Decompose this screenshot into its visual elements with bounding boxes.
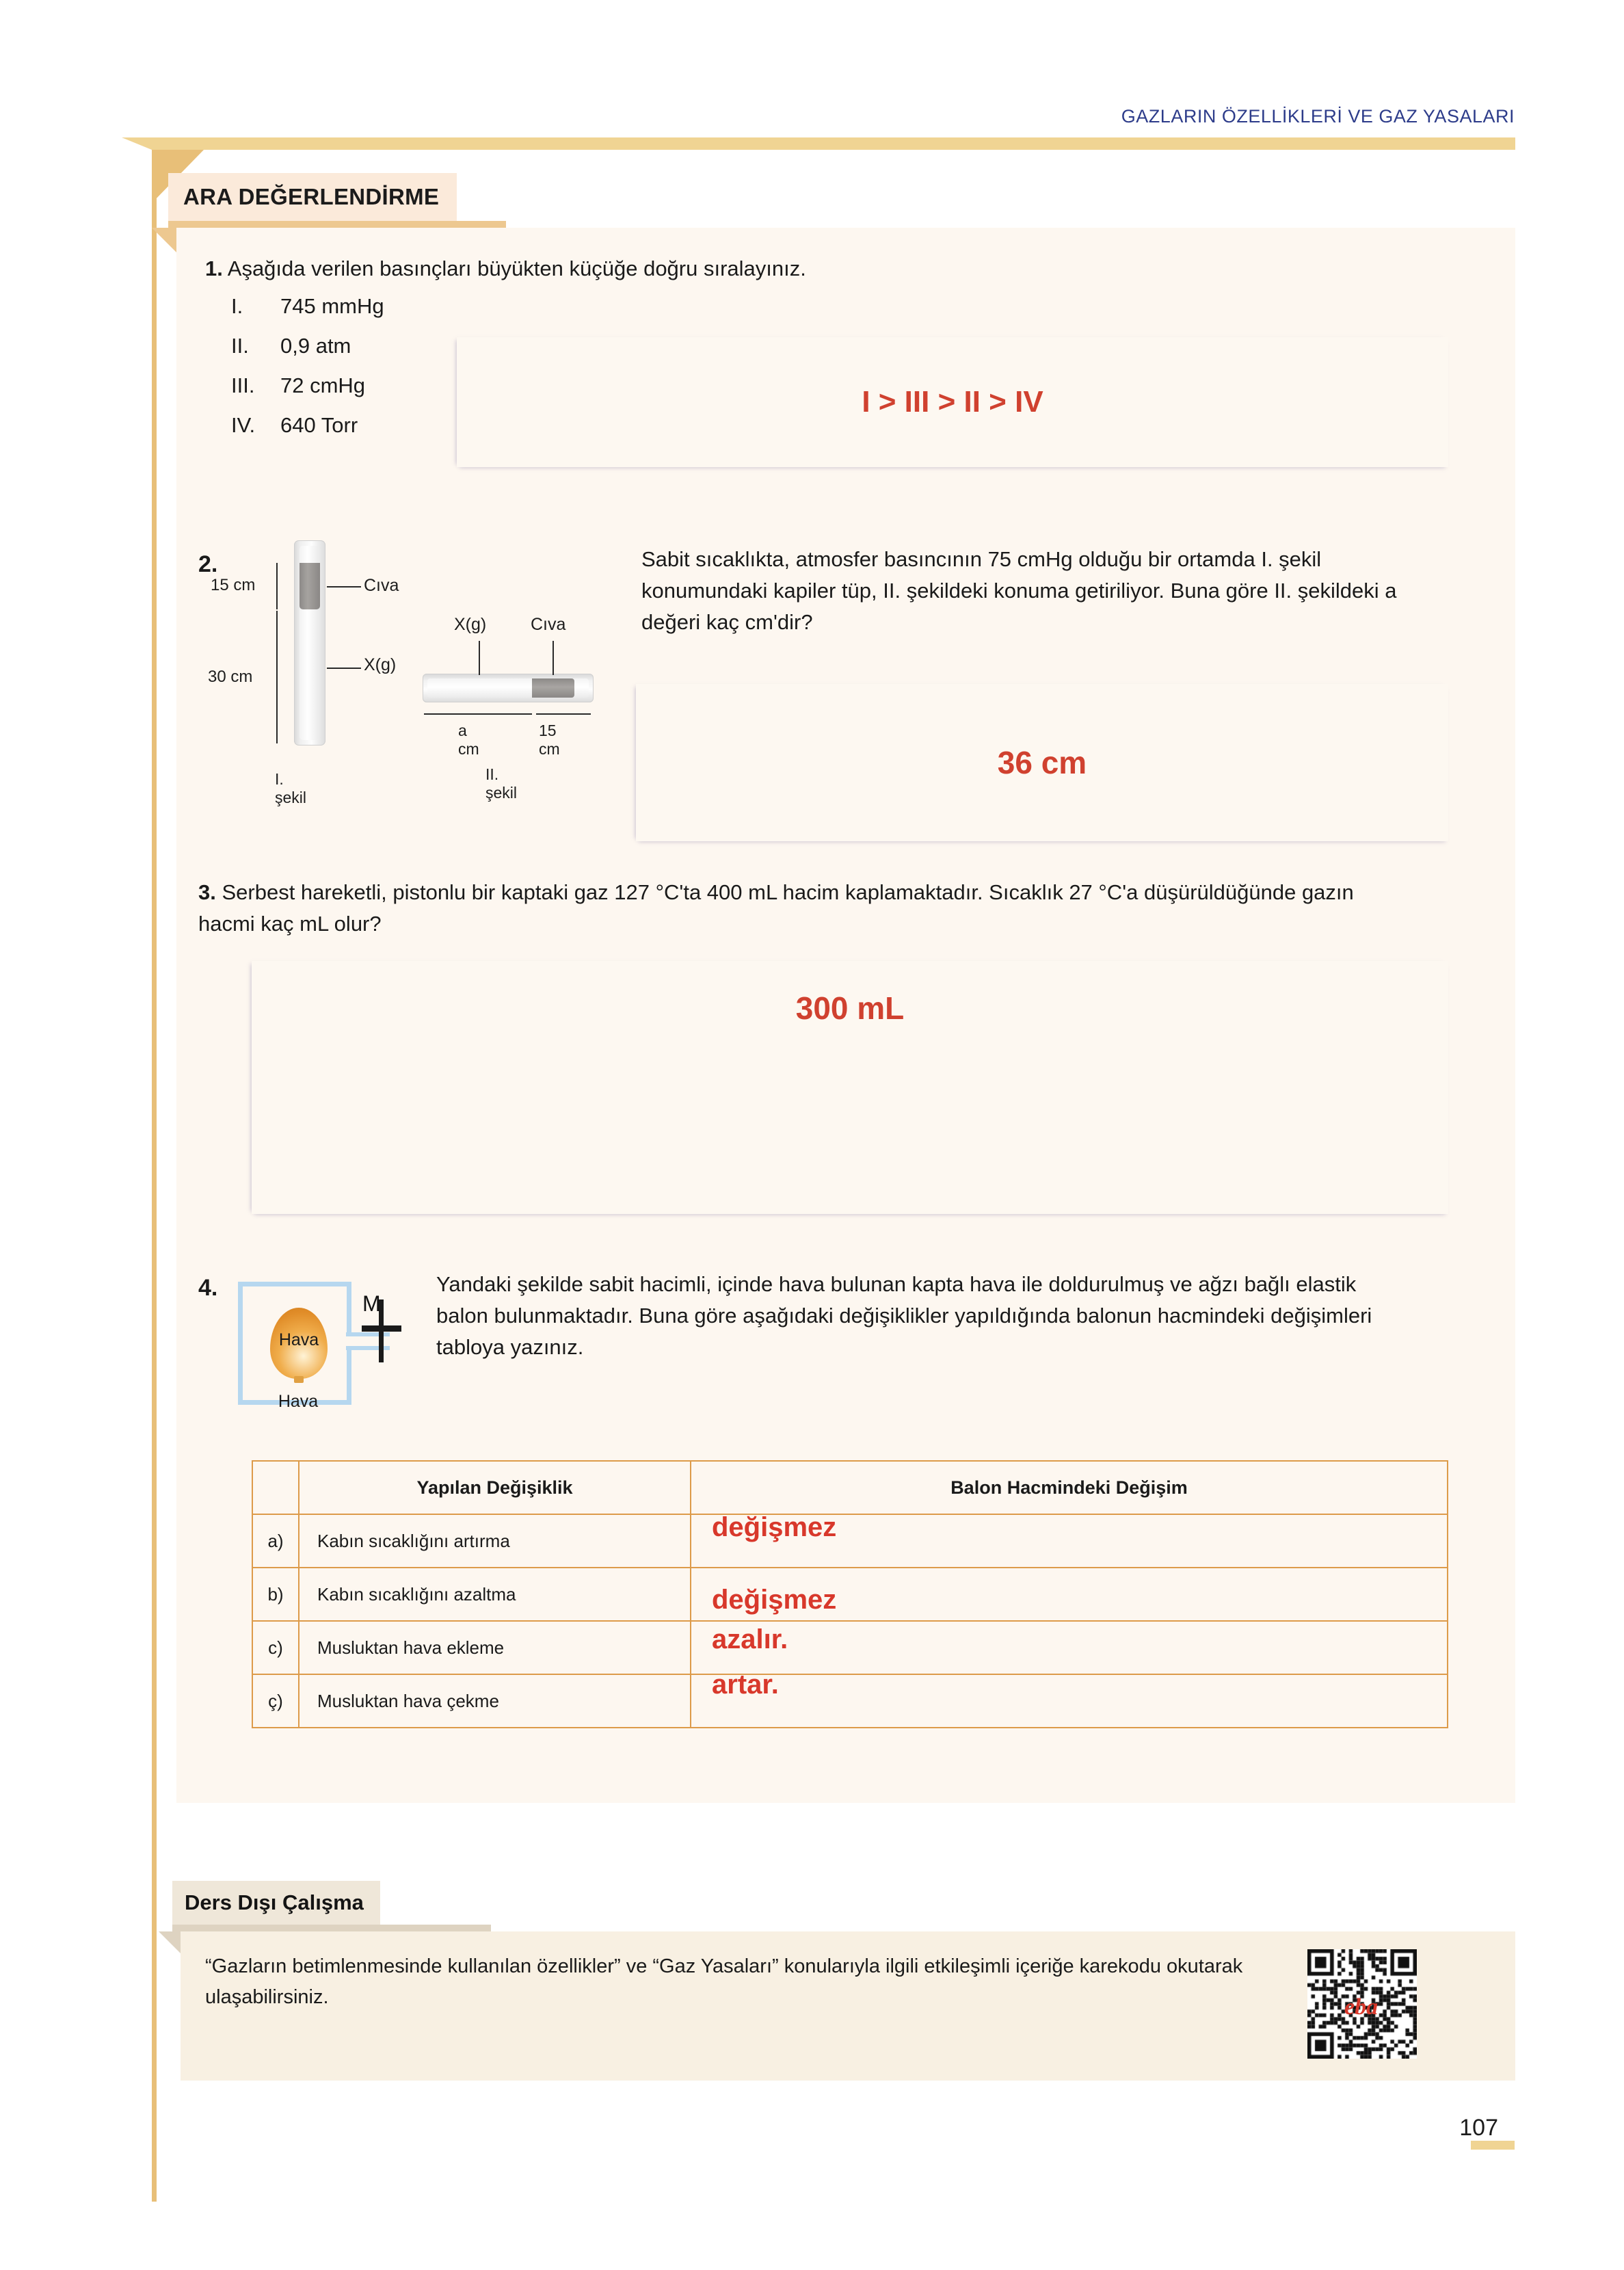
question-3-answer: 300 mL <box>795 990 905 1026</box>
label-mercury-2: Cıva <box>531 615 566 634</box>
question-4-number: 4. <box>198 1275 218 1301</box>
row-result-cell[interactable] <box>691 1514 1448 1568</box>
section-tab-label: ARA DEĞERLENDİRME <box>183 184 440 209</box>
row-result: değişmez <box>712 1585 837 1615</box>
row-letter: a) <box>252 1514 299 1568</box>
dimension-line-bottom <box>276 611 278 743</box>
extra-study-fold <box>159 1931 181 1953</box>
item-value: 0,9 atm <box>280 334 351 358</box>
item-roman: II. <box>231 334 249 358</box>
figure-2-caption: II. şekil <box>485 765 518 802</box>
header-blank <box>252 1461 299 1514</box>
table-row <box>252 1674 1448 1728</box>
label-gas: X(g) <box>364 655 397 674</box>
valve-label: M <box>362 1291 381 1316</box>
question-2-text: Sabit sıcaklıkta, atmosfer basıncının 75 cmHg olduğu bir ortamda I. şekil konumundaki kapiler tüp, II. şekildeki konuma getiriliyor. Buna göre II. şekildeki a değeri kaç cm'dir? <box>641 547 1397 634</box>
dimension-label-bottom: 30 cm <box>208 668 253 686</box>
question-1-answer: I > III > II > IV <box>862 385 1043 419</box>
extra-study-tab-shadow <box>172 1925 491 1931</box>
question-4-text: Yandaki şekilde sabit hacimli, içinde hava bulunan kapta hava ile doldurulmuş ve ağzı bağlı elastik balon bulunmaktadır. Buna göre aşağıdaki değişiklikler yapıldığında balonun hacmindeki değişimleri tabloya yazınız. <box>436 1272 1372 1359</box>
item-roman: I. <box>231 294 243 318</box>
row-change: Kabın sıcaklığını azaltma <box>299 1568 691 1621</box>
question-1-answer-box[interactable] <box>457 337 1448 467</box>
leader-line-gas <box>327 668 361 669</box>
question-2-answer-box[interactable] <box>636 684 1448 841</box>
mercury-column <box>299 563 320 609</box>
question-2-number: 2. <box>198 551 218 577</box>
extra-study-tab <box>172 1881 380 1925</box>
row-result-cell[interactable] <box>691 1568 1448 1621</box>
dimension-line-15 <box>536 713 591 715</box>
top-bar-fold <box>122 137 152 150</box>
dimension-line-a <box>424 713 532 715</box>
question-3-text: Serbest hareketli, pistonlu bir kaptaki gaz 127 °C'ta 400 mL hacim kaplamaktadır. Sıcaklık 27 °C'a düşürüldüğünde gazın hacmi kaç mL olur? <box>198 880 1354 936</box>
question-1-prompt <box>205 253 1231 285</box>
dimension-label-15: 15 cm <box>539 722 560 758</box>
dimension-line-top <box>276 563 278 609</box>
item-value: 745 mmHg <box>280 294 384 318</box>
question-1-number: 1. <box>205 256 223 280</box>
eba-logo: eba <box>1344 1994 1379 2020</box>
question-3-answer-box[interactable] <box>252 961 1448 1214</box>
row-result: artar. <box>712 1669 779 1700</box>
question-3-prompt <box>198 877 1402 940</box>
question-1-text: Aşağıda verilen basınçları büyükten küçüğe doğru sıralayınız. <box>227 256 806 280</box>
list-item <box>231 414 384 436</box>
vessel-air-label: Hava <box>278 1392 319 1411</box>
section-tab-shadow <box>168 221 506 228</box>
mercury-column-horizontal <box>532 678 574 698</box>
top-decorative-bar <box>152 137 1515 150</box>
row-result: azalır. <box>712 1624 788 1654</box>
balloon-volume-table <box>252 1460 1448 1728</box>
label-gas-2: X(g) <box>454 615 487 634</box>
left-vertical-rule <box>152 150 157 2202</box>
table-row <box>252 1568 1448 1621</box>
footer-decorative-bar <box>1471 2141 1515 2150</box>
running-header: GAZLARIN ÖZELLİKLERİ VE GAZ YASALARI <box>1121 106 1515 127</box>
list-item <box>231 335 384 356</box>
item-roman: III. <box>231 373 255 397</box>
list-item <box>231 375 384 396</box>
figure-1-caption: I. şekil <box>275 770 307 806</box>
row-change: Musluktan hava ekleme <box>299 1621 691 1674</box>
row-result-cell[interactable] <box>691 1621 1448 1674</box>
dimension-label-a: a cm <box>458 722 479 758</box>
row-letter: ç) <box>252 1674 299 1728</box>
question-1-item-list <box>231 295 384 454</box>
dimension-label-top: 15 cm <box>211 576 256 594</box>
extra-study-text: “Gazların betimlenmesinde kullanılan özellikler” ve “Gaz Yasaları” konularıyla ilgili etkileşimli içeriğe karekodu okutarak ulaşabilirsiniz. <box>205 1955 1243 2008</box>
leader-line-gas-2 <box>479 641 480 675</box>
page-number: 107 <box>1459 2115 1498 2141</box>
table-row <box>252 1514 1448 1568</box>
question-2-answer: 36 cm <box>997 745 1087 780</box>
question-3-number: 3. <box>198 880 216 904</box>
extra-study-tab-label: Ders Dışı Çalışma <box>185 1890 364 1914</box>
item-roman: IV. <box>231 413 256 437</box>
balloon-knot-icon <box>294 1376 304 1383</box>
header-result: Balon Hacmindeki Değişim <box>691 1461 1448 1514</box>
row-letter: c) <box>252 1621 299 1674</box>
leader-line-mercury-2 <box>553 641 554 675</box>
valve-bar-icon <box>362 1325 401 1332</box>
row-letter: b) <box>252 1568 299 1621</box>
item-value: 72 cmHg <box>280 373 366 397</box>
header-change: Yapılan Değişiklik <box>299 1461 691 1514</box>
table-header-row <box>252 1461 1448 1514</box>
panel-fold <box>152 228 176 252</box>
row-result: değişmez <box>712 1512 837 1542</box>
section-tab-ara-degerlendirme <box>168 173 457 221</box>
balloon-label: Hava <box>278 1330 319 1349</box>
list-item <box>231 295 384 317</box>
item-value: 640 Torr <box>280 413 358 437</box>
table-row <box>252 1621 1448 1674</box>
row-result-cell[interactable] <box>691 1669 1448 1728</box>
row-change: Musluktan hava çekme <box>299 1674 691 1728</box>
row-change: Kabın sıcaklığını artırma <box>299 1514 691 1568</box>
leader-line-mercury <box>327 586 361 588</box>
label-mercury: Cıva <box>364 576 399 595</box>
